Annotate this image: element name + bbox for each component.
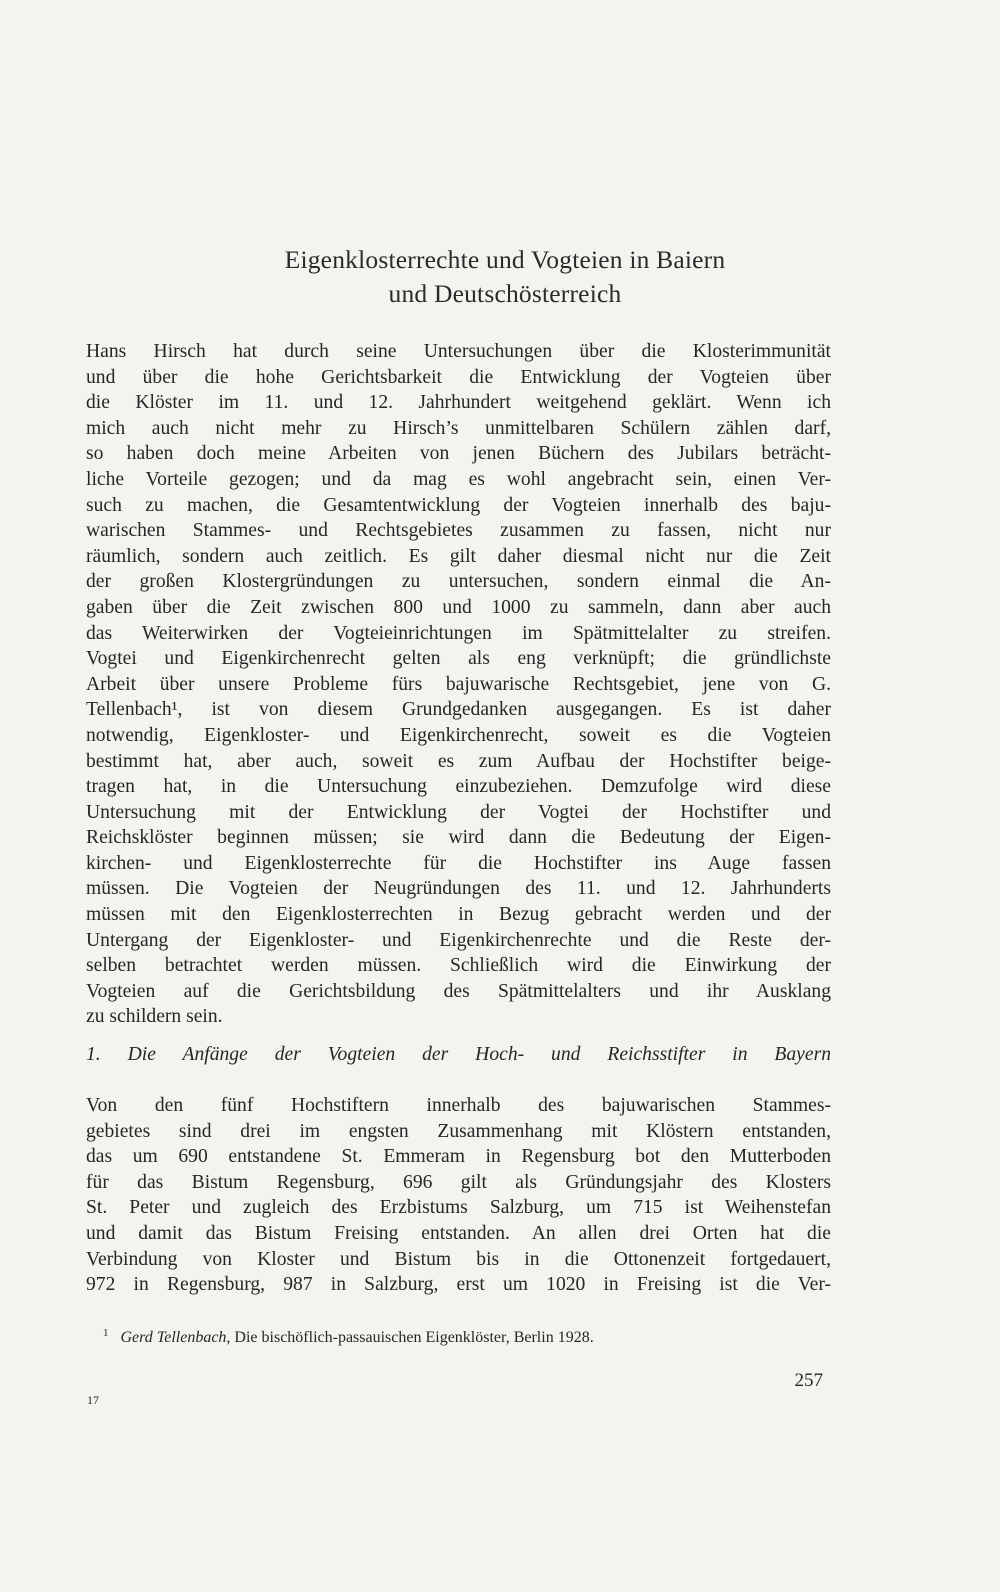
- text-line: die Klöster im 11. und 12. Jahrhundert weitgehend geklärt. Wenn ich: [86, 392, 831, 414]
- text-line: notwendig, Eigenkloster- und Eigenkirchenrecht, soweit es die Vogteien: [86, 724, 831, 746]
- text-line: 972 in Regensburg, 987 in Salzburg, erst um 1020 in Freising ist die Ver-: [86, 1274, 831, 1296]
- section-paragraph: [86, 1093, 831, 1298]
- text-line: warischen Stammes- und Rechtsgebietes zusammen zu fassen, nicht nur: [86, 520, 831, 542]
- text-line: müssen. Die Vogteien der Neugründungen des 11. und 12. Jahrhunderts: [86, 878, 831, 900]
- text-line: St. Peter und zugleich des Erzbistums Salzburg, um 715 ist Weihenstefan: [86, 1197, 831, 1219]
- text-line: tragen hat, in die Untersuchung einzubeziehen. Demzufolge wird diese: [86, 776, 831, 798]
- text-line: kirchen- und Eigenklosterrechte für die Hochstifter ins Auge fassen: [86, 852, 831, 874]
- text-line: selben betrachtet werden müssen. Schließlich wird die Einwirkung der: [86, 955, 831, 977]
- text-line: müssen mit den Eigenklosterrechten in Bezug gebracht werden und der: [86, 904, 831, 926]
- footnote-text: Die bischöflich-passauischen Eigenklöster, Berlin 1928.: [234, 1329, 594, 1346]
- text-line: Hans Hirsch hat durch seine Untersuchungen über die Klosterimmunität: [86, 341, 831, 362]
- title-line-1: Eigenklosterrechte und Vogteien in Baiern: [284, 245, 726, 274]
- intro-paragraph: [86, 339, 831, 1030]
- text-line: liche Vorteile gezogen; und da mag es wohl angebracht sein, einen Ver-: [86, 468, 831, 490]
- text-line: Tellenbach¹, ist von diesem Grundgedanken ausgegangen. Es ist daher: [86, 699, 831, 721]
- signature-mark: 17: [87, 1393, 99, 1407]
- text-line: zu schildern sein.: [86, 1006, 223, 1028]
- footnote: [103, 1322, 823, 1349]
- text-line: das Weiterwirken der Vogteieinrichtungen im Spätmittelalter zu streifen.: [86, 622, 831, 644]
- text-line: mich auch nicht mehr zu Hirsch’s unmittelbaren Schülern zählen darf,: [86, 417, 831, 439]
- text-line: Arbeit über unsere Probleme fürs bajuwarische Rechtsgebiet, jene von G.: [86, 673, 831, 695]
- text-line: das um 690 entstandene St. Emmeram in Regensburg bot den Mutterboden: [86, 1146, 831, 1168]
- text-line: so haben doch meine Arbeiten von jenen Büchern des Jubilars beträcht-: [86, 443, 831, 465]
- text-line: Reichsklöster beginnen müssen; sie wird dann die Bedeutung der Eigen-: [86, 827, 831, 849]
- title-line-2: und Deutschösterreich: [388, 279, 622, 308]
- text-line: Untersuchung mit der Entwicklung der Vogtei der Hochstifter und: [86, 801, 831, 823]
- footnote-mark: 1: [103, 1327, 109, 1339]
- page-number: 257: [794, 1370, 823, 1391]
- text-line: für das Bistum Regensburg, 696 gilt als Gründungsjahr des Klosters: [86, 1171, 831, 1193]
- text-line: Vogtei und Eigenkirchenrecht gelten als eng verknüpft; die gründlichste: [86, 648, 831, 670]
- text-line: such zu machen, die Gesamtentwicklung der Vogteien innerhalb des baju-: [86, 494, 831, 516]
- text-line: gebietes sind drei im engsten Zusammenhang mit Klöstern entstanden,: [86, 1120, 831, 1142]
- text-line: bestimmt hat, aber auch, soweit es zum Aufbau der Hochstifter beige-: [86, 750, 831, 772]
- section-heading: 1. Die Anfänge der Vogteien der Hoch- und Reichsstifter in Bayern: [86, 1044, 831, 1065]
- text-line: und über die hohe Gerichtsbarkeit die Entwicklung der Vogteien über: [86, 366, 831, 388]
- text-line: Verbindung von Kloster und Bistum bis in die Ottonenzeit fortgedauert,: [86, 1248, 831, 1270]
- text-line: Vogteien auf die Gerichtsbildung des Spätmittelalters und ihr Ausklang: [86, 980, 831, 1002]
- text-line: und damit das Bistum Freising entstanden. An allen drei Orten hat die: [86, 1222, 831, 1244]
- article-title: [90, 243, 920, 311]
- text-line: Untergang der Eigenkloster- und Eigenkirchenrechte und die Reste der-: [86, 929, 831, 951]
- text-line: Von den fünf Hochstiftern innerhalb des bajuwarischen Stammes-: [86, 1095, 831, 1116]
- text-line: der großen Klostergründungen zu untersuchen, sondern einmal die An-: [86, 571, 831, 593]
- text-line: gaben über die Zeit zwischen 800 und 1000 zu sammeln, dann aber auch: [86, 596, 831, 618]
- footnote-author: Gerd Tellenbach,: [120, 1329, 231, 1346]
- text-line: räumlich, sondern auch zeitlich. Es gilt daher diesmal nicht nur die Zeit: [86, 545, 831, 567]
